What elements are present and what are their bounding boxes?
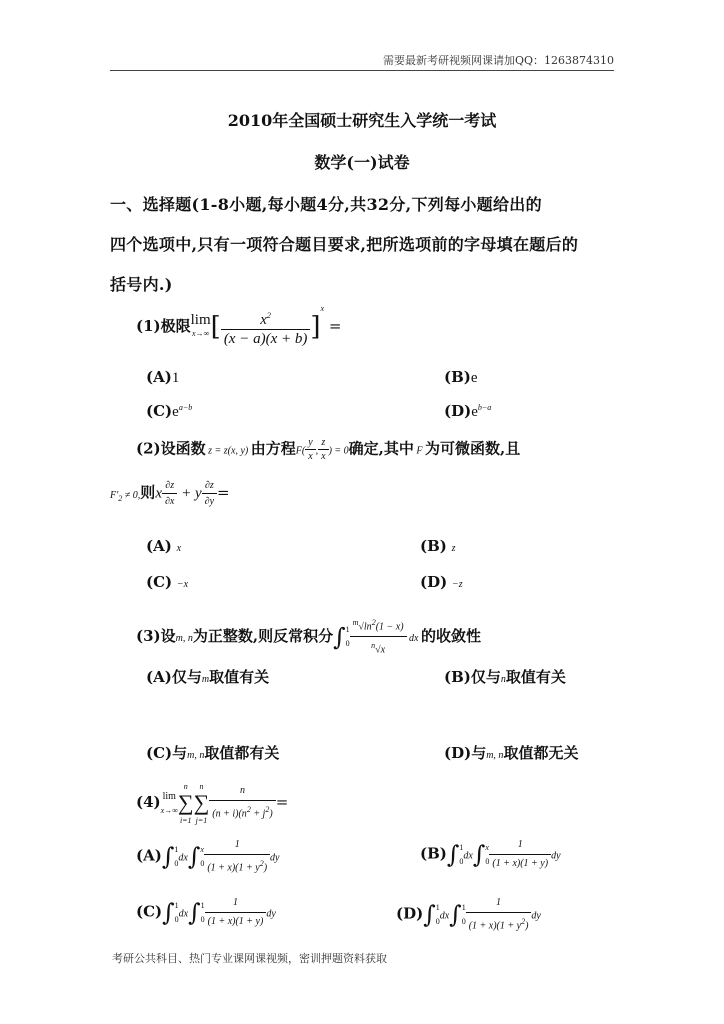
header-note: 需要最新考研视频网课请加QQ：1263874310	[382, 54, 614, 67]
q2-option-d: (D) −z	[420, 573, 463, 591]
section-instructions-line2: 四个选项中,只有一项符合题目要求,把所选项前的字母填在题后的	[110, 235, 579, 254]
q2-option-a: (A) x	[146, 537, 182, 555]
section-instructions-line3: 括号内.)	[110, 275, 173, 294]
q3-option-a: (A)仅与m取值有关	[146, 668, 270, 686]
exam-title: 2010年全国硕士研究生入学统一考试	[227, 111, 497, 130]
q1-option-a: (A)1	[146, 368, 180, 386]
section-instructions-line1: 一、选择题(1-8小题,每小题4分,共32分,下列每小题给出的	[110, 195, 542, 214]
q2-option-c: (C) −x	[146, 573, 189, 591]
q1-option-b: (B)e	[444, 368, 478, 386]
question-4: (4) lim x→∞n ∑ i=1n ∑ j=1 $\frac{n}{(n + i)(n^2 + j^2)}$ =	[136, 782, 289, 825]
q3-option-b: (B)仅与n取值有关	[444, 668, 566, 686]
q3-option-d: (D)与m, n取值都无关	[444, 744, 579, 762]
q3-option-c: (C)与m, n取值都有关	[146, 744, 280, 762]
footer-note: 考研公共科目、热门专业课网课视频，密训押题资料获取	[112, 952, 387, 965]
header-divider	[110, 70, 614, 71]
question-1-limit: lim x→∞	[190, 312, 211, 338]
q4-option-d: (D)∫1 0dx∫1 0 $\frac{1}{(1 + x)(1 + y^2)}$ dy	[396, 894, 541, 935]
question-2: (2)设函数 z = z(x, y) 由方程F( $\frac{y}{x}$ , $\frac{z}{x}$ ) = 0确定,其中 F 为可微函数,且	[136, 437, 521, 462]
q4-option-c: (C)∫1 0dx∫1 0 $\frac{1}{(1 + x)(1 + y)}$ dy	[136, 894, 276, 931]
exam-subtitle: 数学(一)试卷	[314, 153, 410, 172]
q1-option-c: $(C)e^{a-b}$	[146, 402, 193, 420]
question-2-cont: $F'_2 \ne 0$,则x $\frac{\partial z}{\partial x}$ + y $\frac{\partial z}{\partial y}$ =	[110, 480, 230, 507]
q1-option-d: $(D)e^{b-a}$	[444, 402, 492, 420]
q4-option-b: (B)∫1 0dx∫x 0 $\frac{1}{(1 + x)(1 + y)}$ dy	[420, 836, 561, 873]
question-1-fraction: $\frac{x^2}{(x - a)(x + b)}$	[221, 307, 311, 348]
question-1-label: (1)极限	[136, 317, 191, 335]
question-3: (3)设m, n为正整数,则反常积分∫1 0 $\frac{^m√\ln^2(1 - x)}{^n√x}$ dx 的收敛性	[136, 614, 481, 660]
q4-option-a: (A)∫1 0dx∫x 0 $\frac{1}{(1 + x)(1 + y^2)}$ dy	[136, 836, 280, 877]
question-1: (1)极限lim x→∞[ $\frac{x^2}{(x - a)(x + b)}$ ]$^x$ =	[136, 304, 342, 347]
q2-option-b: (B) z	[420, 537, 456, 555]
question-1-equals: =	[328, 317, 342, 335]
